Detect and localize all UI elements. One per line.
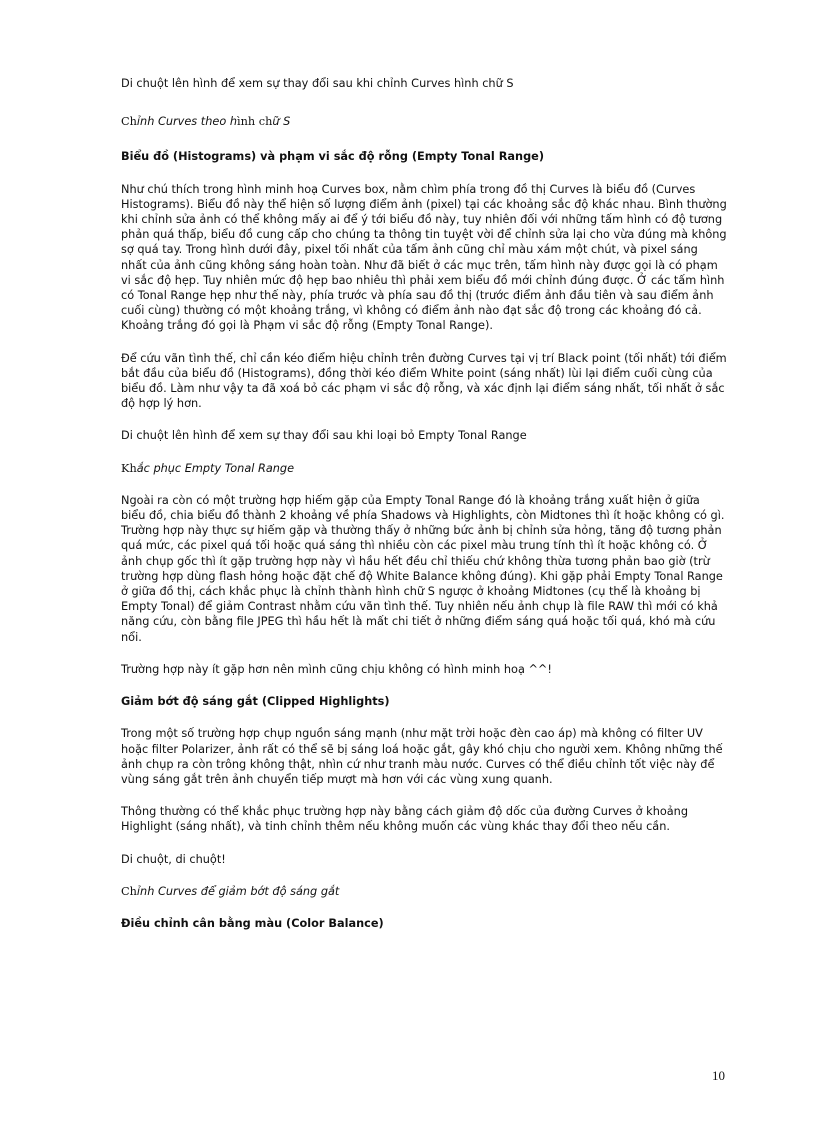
- section-heading-clipped-highlights: Giảm bớt độ sáng gắt (Clipped Highlights): [121, 695, 390, 709]
- section-heading-color-balance: Điều chỉnh cân bằng màu (Color Balance): [121, 916, 384, 930]
- hover-instruction-1: Di chuột lên hình để xem sự thay đổi sau khi chỉnh Curves hình chữ S: [121, 77, 514, 90]
- paragraph-clipped-highlights: Trong một số trường hợp chụp nguồn sáng mạnh (như mặt trời hoặc đèn cao áp) mà không có filter UV hoặc filter Polarizer, ảnh rất có thể sẽ bị sáng loá hoặc gắt, gây khó chịu cho người xem. Không những thế ảnh chụp ra còn trông không thật, nhìn cứ như tranh màu nước. Curves có thể điều chỉnh tốt việc này để vùng sáng gắt trên ảnh chuyển tiếp mượt mà hơn với các vùng xung quanh.: [121, 727, 723, 786]
- caption-lead-2: ình ch: [236, 115, 273, 129]
- paragraph-histograms: Như chú thích trong hình minh hoạ Curves box, nằm chìm phía trong đồ thị Curves là biểu đồ (Curves Histograms). Biểu đồ này thể hiện số lượng điểm ảnh (pixel) tại các khoảng sắc độ khác nhau. Bình thường khi chỉnh sửa ảnh có thể không mấy ai để ý tới biểu đồ này, tuy nhiên đối với những tấm hình có độ tương phản quá thấp, biểu đồ cung cấp cho chúng ta thông tin tuyệt vời để chỉnh sửa lại cho vừa đúng mà không sợ quá tay. Trong hình dưới đây, pixel tối nhất của tấm ảnh cũng chỉ màu xám một chút, và pixel sáng nhất của ảnh cũng không sáng hoàn toàn. Như đã biết ở các mục trên, tấm hình này được gọi là có phạm vi sắc độ hẹp. Tuy nhiên mức độ hẹp bao nhiêu thì phải xem biểu đồ mới chỉnh đúng được. Ở các tấm hình có Tonal Range hẹp như thế này, phía trước và phía sau đồ thị (trước điểm ảnh đầu tiên và sau điểm ảnh cuối cùng) thường có một khoảng trắng, vì không có điểm ảnh nào đạt sắc độ trong các khoảng đó cả. Khoảng trắng đó gọi là Phạm vi sắc độ rỗng (Empty Tonal Range).: [121, 182, 727, 333]
- image-caption-reduce-highlights: [121, 884, 727, 899]
- image-caption-s-curve: [121, 114, 727, 129]
- paragraph-rare-case: Ngoài ra còn có một trường hợp hiếm gặp của Empty Tonal Range đó là khoảng trắng xuất hiện ở giữa biểu đồ, chia biểu đồ thành 2 khoảng về phía Shadows và Highlights, còn Midtones thì ít hoặc không có gì. Trường hợp này thực sự hiếm gặp và thường thấy ở những bức ảnh bị chỉnh sửa hỏng, tăng độ tương phản quá mức, các pixel quá tối hoặc quá sáng thì nhiều còn các pixel màu trung tính thì ít hoặc không có. Ở ảnh chụp gốc thì ít gặp trường hợp này vì hầu hết đều chỉ thiếu chứ không thừa tương phản bao giờ (trừ trường hợp dùng flash hỏng hoặc đặt chế độ White Balance không đúng). Khi gặp phải Empty Tonal Range ở giữa đồ thị, cách khắc phục là chỉnh thành hình chữ S ngược ở khoảng Midtones (cụ thể là khoảng bị Empty Tonal) để giảm Contrast nhằm cứu vãn tình thế. Tuy nhiên nếu ảnh chụp là file RAW thì mới có khả năng cứu, còn bằng file JPEG thì hầu hết là mất chi tiết ở những điểm sáng quá hoặc tối quá, khó mà cứu nổi.: [121, 493, 725, 644]
- caption-text: ỉnh Curves để giảm bớt độ sáng gắt: [136, 884, 340, 898]
- hover-instruction-2: Di chuột lên hình để xem sự thay đổi sau khi loại bỏ Empty Tonal Range: [121, 429, 527, 443]
- page-number: 10: [712, 1068, 725, 1083]
- caption-lead: Ch: [121, 115, 137, 129]
- section-heading-histograms: Biểu đồ (Histograms) và phạm vi sắc độ rỗng (Empty Tonal Range): [121, 150, 544, 164]
- paragraph-rescue: Để cứu vãn tình thế, chỉ cần kéo điểm hiệu chỉnh trên đường Curves tại vị trí Black point (tối nhất) tới điểm bắt đầu của biểu đồ (Histograms), đồng thời kéo điểm White point (sáng nhất) lùi lại điểm cuối cùng của biểu đồ. Làm như vậy ta đã xoá bỏ các phạm vi sắc độ rỗng, và xác định lại điểm sáng nhất, tối nhất ở sắc độ hợp lý hơn.: [121, 351, 727, 411]
- caption-lead: Ch: [121, 884, 137, 898]
- caption-lead: Kh: [121, 461, 137, 475]
- paragraph-no-illustration: Trường hợp này ít gặp hơn nên mình cũng chịu không có hình minh hoạ ^^!: [121, 662, 552, 676]
- image-caption-empty-tonal: [121, 461, 727, 476]
- caption-text: ắc phục Empty Tonal Range: [136, 461, 295, 475]
- caption-text: ỉnh Curves theo h: [136, 115, 237, 129]
- paragraph-reduce-slope: Thông thường có thể khắc phục trường hợp này bằng cách giảm độ dốc của đường Curves ở khoảng Highlight (sáng nhất), và tinh chỉnh thêm nếu không muốn các vùng khác thay đổi theo nếu cần.: [121, 805, 689, 834]
- document-body: [121, 70, 727, 931]
- caption-text-2: ữ S: [272, 115, 291, 129]
- hover-instruction-3: Di chuột, di chuột!: [121, 852, 226, 866]
